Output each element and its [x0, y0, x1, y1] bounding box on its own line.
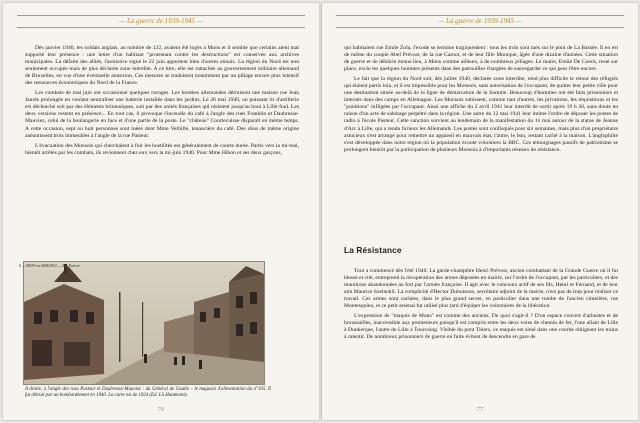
section-heading: La Résistance [344, 246, 402, 255]
running-head-left [17, 15, 305, 28]
left-page [3, 3, 319, 420]
page-number-left: 76 [157, 406, 165, 413]
paragraph: L'évacuation des Monsois qui cherchaient à fuir les hostilités est généralement de courte durée. Partis vers la mi-mai, bientôt arrêtés par les combats, ils reviennent chez eux vers la mi-juin 1940. Pour Mme Hibon et ses deux garçons, [25, 142, 299, 156]
photo-inscription: 8 — MONS-en-BAROEUL — Rue Pasteur [19, 264, 80, 268]
paragraph: Tout a commencé dès l'été 1940. La garde-champêtre Henri Prévost, ancien combattant de la Grande Guerre où il fut blessé et cité, entreprend la récupération des armes déposées en mairie, sur l'ordre de l'occupant, par les particuliers, et des munitions abandonnées au fort par l'armée française. Il agit avec le concours actif de ses fils, Henri et Fernand, et de leur ami Maurice Szelankil. La complicité d'Hector Dubuisson, secrétaire adjoint de la mairie, n'est pas de trop pour réaliser ce travail. Ces armes sont cachées, dans le plus grand secret, en particulier dans une tombe de l'ancien cimetière, rue Montesquieu, et ce petit arsenal fut utilisé plus tard d'équiper les volontaires de la libération. [344, 268, 618, 310]
paragraph: Les combats de mai juin ont occasionné quelques ravages. Les bombes allemandes détruisent une maison rue Jean Jaurès prolongée en voulant neutraliser une batterie installée dans les jardins. Le 26 mai 1940, un puissant tir d'artillerie est déclenché soit par des éléments britanniques, soit par des unités françaises qui résistent jusqu'au bout à Lille-Sud. Les deux versions restent en présence... En tout cas, il provoque l'incendie du café à l'angle des rues Franklin et Daubresse-Mauviez, celui de la boulangerie en face et d'une partie de la poste. Le "château" Courtecuisse disparaît en même temps. A cette occasion, sept ou huit personnes sont tuées dont Mme Verhille, tenancière du café. Des obus de même origine anéantissent trois immeubles à l'angle de la rue Pasteur. [25, 90, 299, 139]
running-head-text: — La guerre de 1939-1945 — [438, 17, 522, 25]
right-page [322, 3, 638, 420]
photo-caption: A droite, à l'angle des rues Pasteur et Daubresse-Mauviez : du Général de Gaulle – le magasin d'alimentation du n°105. Il fut détruit par un bombardement en 1940. La carte est de 1924 (Ed. LS Hautmont). [25, 387, 271, 398]
running-head-right [336, 15, 624, 28]
left-page-body [25, 45, 299, 160]
page-number-right: 77 [476, 406, 484, 413]
paragraph: Dès janvier 1940, les soldats anglais, au nombre de 122, avaient été logés à Mons et il semble que certains aient mal supporté leur présence : une lettre d'un habitant "protestant contre les destructions" est conservée aux archives municipales. La défaite des alliés, l'armistice signé le 22 juin apportent bien d'autres ennuis. La région du Nord est non seulement occupée mais de plus déclarée zone interdite. A ce titre, elle est rattachée au gouvernement militaire allemand de Bruxelles, en vue d'une éventuelle annexion. Ces mesures se traduisent notamment par un pillage encore plus intensif des ressources économiques du Nord de la France. [25, 45, 299, 87]
street-photo-illustration [24, 262, 264, 384]
right-page-body [344, 45, 618, 157]
paragraph: qui habitaient rue Emile Zola, l'exode se termine tragiquement : tous les trois sont tués sur le pont de La Bassée. Il en est de même du couple Abel Prévost, de la rue Carnot, et de leur fille Monique, âgée d'une dizaine d'années. Cette situation de guerre et de débâcle donne lieu, à Mons comme ailleurs, à de nombreux pillages. Le maire, Emile De Coeck, resté sur place, exclu les quelques hommes présents dans des patrouilles chargées de sauvegarder ce qui peut l'être encore. [344, 45, 618, 73]
paragraph: Le fait que la région du Nord soit, dès juillet 1940, déclarée zone interdite, rend plus difficile le retour des réfugiés qui étaient partis loin, et il est impossible pour les Monsois, sans autorisation de l'occupant, de quitter leur petite ville pour une destination située au-delà de la ligne de démarcation de la Somme. Beaucoup d'hommes ont été faits prisonniers et internés dans des camps en Allemagne. Les Monsois subissent, comme tant d'autres, les privations, les réquisitions et les "punitions" infligées par l'occupant. Ainsi une affiche du 2 avril 1941 leur interdit de sortir après 19 h 30, sans doute en raison d'un acte de sabotage perpétré dans la région. Une autre du 12 mai 1941 leur intime l'ordre de déposer les postes de radio à l'école Pasteur. Cette sanction survient au lendemain de la manifestation du 11 mai autour de la statue de Jeanne d'Arc à Lille, qui a rendu furieux les Allemands. Les postes sont confisqués pour six semaines, mais plus d'un propriétaire astucieux s'est arrangé pour remettre un appareil en mauvais état, l'autre, le bon, restant caché à la maison. L'anglophilie s'est développée dans notre région où la population écoute volontiers la BBC. Ces témoignages passifs de patriotisme se prolongent bientôt par la participation de plusieurs Monsois à d'importants réseaux de résistance. [344, 76, 618, 153]
right-page-body-2 [344, 268, 618, 344]
paragraph: L'expression de "maquis de Mons" est comme des anciens. De quoi s'agit-il ? D'un espace couvert d'arbustes et de broussailles, inaccessible aux promeneurs puisqu'il est compris entre les deux voies de chemin de fer, l'une allant de Lille à Dunkerque, l'autre de Lille à Tourcoing. Visible du pont Thiers, ce maquis est situé dans une courbe obligeant les trains à ralentir. De nombreux prisonniers de guerre en fuite évitent de descendre en gare de [344, 313, 618, 341]
historic-street-photo [23, 261, 265, 385]
running-head-text: — La guerre de 1939-1945 — [119, 17, 203, 25]
